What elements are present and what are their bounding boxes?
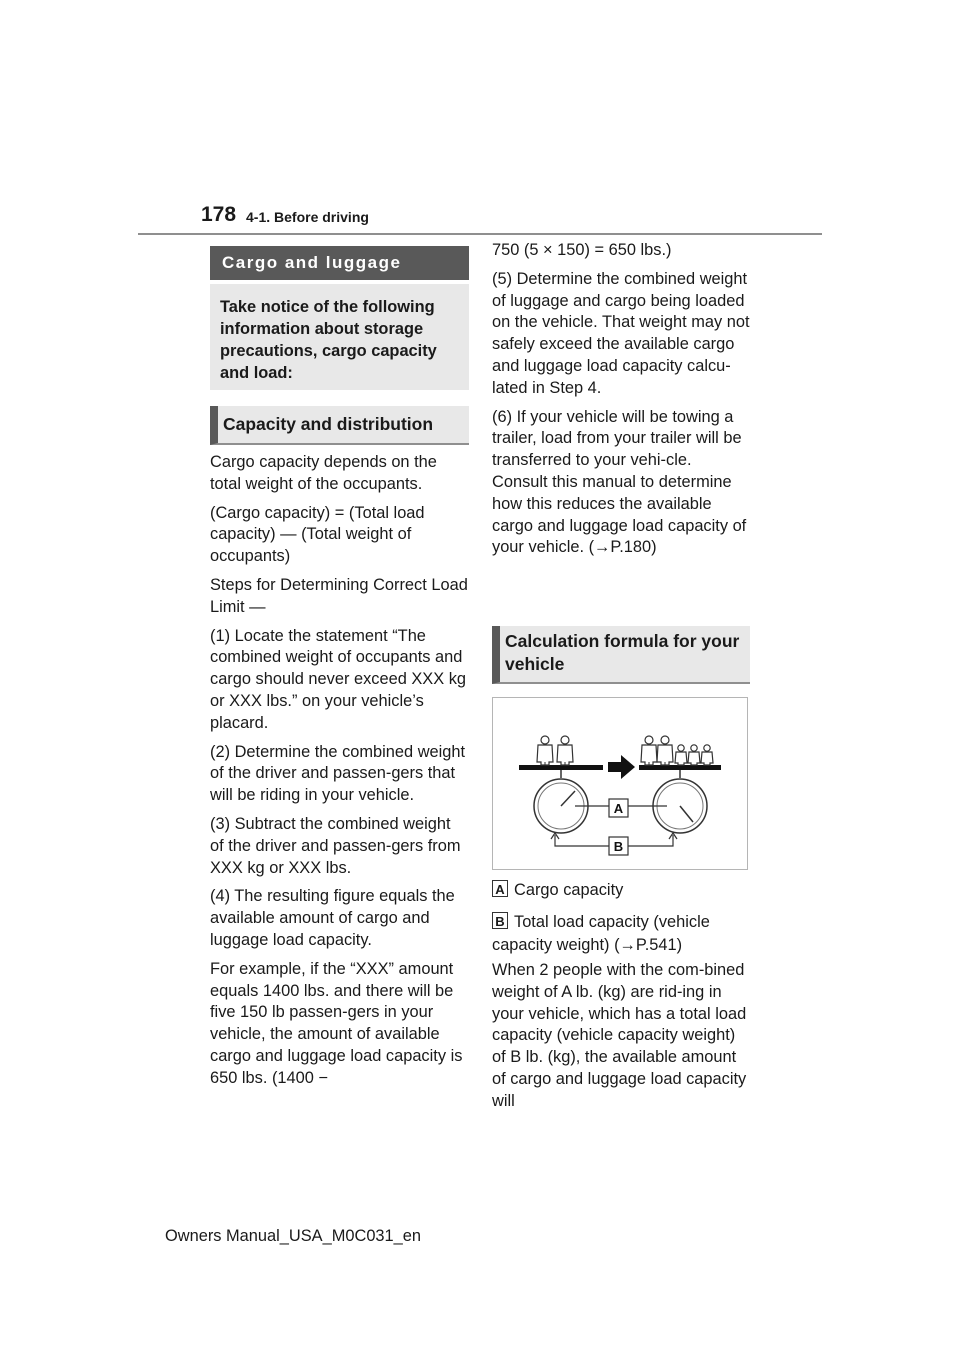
paragraph: (5) Determine the combined weight of luggage and cargo being loaded on the vehicle. That weight may not safely exceed the available cargo and luggage load capacity calcu-lated in Step 4. [492, 269, 750, 397]
heading-capacity: Capacity and distribution [210, 406, 469, 445]
child-icon [688, 745, 700, 765]
paragraph: (6) If your vehicle will be towing a trailer, load from your trailer will be transferred to your vehi-cle. Consult this manual to determine how this reduces the available cargo and luggage load capacity of your vehicle. (→P.180) [492, 407, 747, 557]
right-column [492, 240, 750, 566]
figure-label-b: B [613, 839, 624, 854]
right-platform [639, 765, 721, 770]
paragraph: 750 (5 × 150) = 650 lbs.) [492, 241, 672, 259]
person-icon [557, 736, 573, 765]
child-icon [675, 745, 687, 765]
child-icon [701, 745, 713, 765]
figure-label-a: A [613, 801, 624, 816]
paragraph: Steps for Determining Correct Load Limit — [210, 575, 468, 616]
arrow-right-icon [608, 755, 635, 779]
paragraph: (2) Determine the combined weight of the driver and passen-gers that will be riding in your vehicle. [210, 742, 466, 805]
legend-key: B [492, 912, 508, 929]
heading-calculation: Calculation formula for your vehicle [492, 626, 750, 684]
title-box: Cargo and luggage [210, 246, 469, 280]
legend-text: Cargo capacity [514, 881, 624, 899]
left-column [210, 452, 468, 1097]
paragraph: Cargo capacity depends on the total weight of the occupants. [210, 453, 437, 493]
person-icon [657, 736, 673, 765]
intro-box: Take notice of the following information about storage precautions, cargo capacity and load: [210, 284, 469, 390]
legend-item-a [492, 879, 752, 902]
paragraph: (4) The resulting figure equals the available amount of cargo and luggage load capacity. [210, 887, 455, 949]
after-legend-paragraph: When 2 people with the com-bined weight of A lb. (kg) are rid-ing in your vehicle, which has a total load capacity (vehicle capacity weight) of B lb. (kg), the available amount of cargo and luggage load capacity will [492, 961, 747, 1110]
footer: Owners Manual_USA_M0C031_en [165, 1227, 422, 1245]
page-number: 178 [201, 203, 237, 226]
person-icon [537, 736, 553, 765]
legend-key: A [492, 880, 508, 897]
header-rule [138, 233, 822, 235]
load-capacity-figure [492, 697, 748, 870]
left-platform [519, 765, 603, 770]
paragraph: (1) Locate the statement “The combined weight of occupants and cargo should never exceed XXX kg or XXX lbs.” on your vehicle’s placard. [210, 626, 467, 732]
legend-text: Total load capacity (vehicle capacity weight) (→P.541) [492, 913, 710, 954]
paragraph: (3) Subtract the combined weight of the driver and passen-gers from XXX kg or XXX lbs. [210, 814, 461, 877]
legend-item-b [492, 911, 752, 957]
paragraph: For example, if the “XXX” amount equals 1400 lbs. and there will be five 150 lb passen-gers in your vehicle, the amount of available cargo and luggage load capacity is 650 lbs. (1400 − [210, 959, 463, 1087]
person-icon [641, 736, 657, 765]
section-title: 4-1. Before driving [246, 209, 369, 225]
paragraph: (Cargo capacity) = (Total load capacity) — (Total weight of occupants) [210, 503, 425, 566]
load-diagram [493, 698, 747, 869]
